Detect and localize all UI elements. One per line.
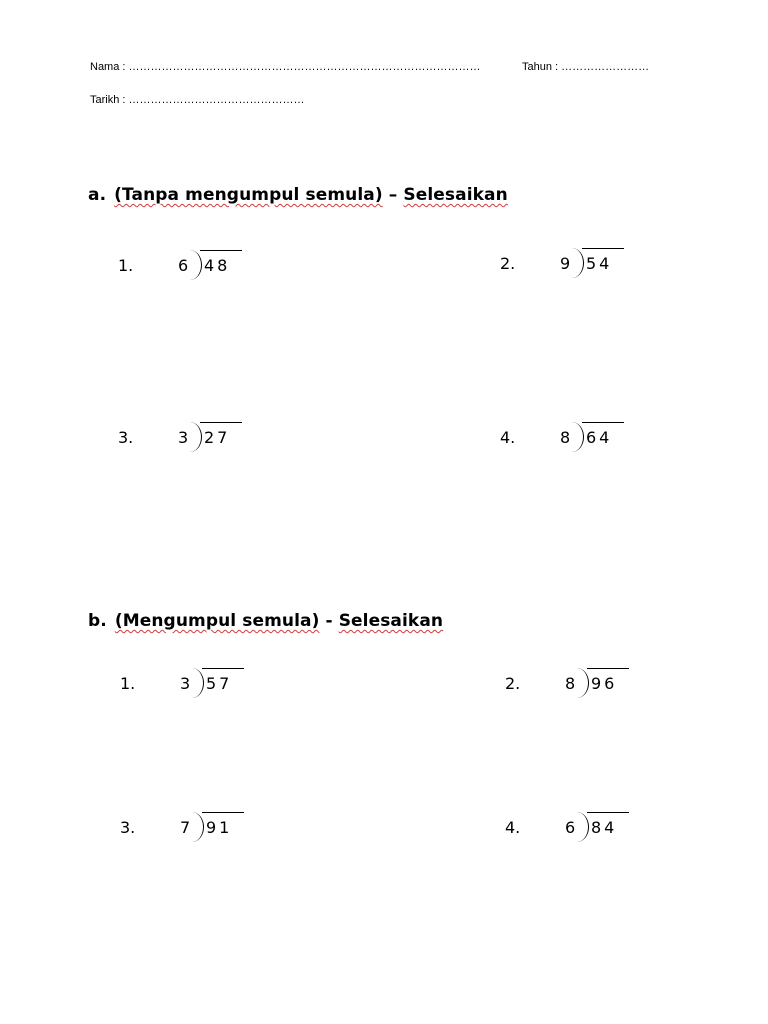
section-b-label: b. <box>88 611 107 631</box>
division-bar <box>202 812 244 813</box>
tahun-field[interactable]: Tahun : …………………… <box>522 61 650 73</box>
question-number: 2. <box>500 254 516 273</box>
divisor: 6 <box>178 256 189 275</box>
question-number: 4. <box>500 428 516 447</box>
dividend: 27 <box>204 428 231 447</box>
section-a-separator: – <box>382 185 404 205</box>
section-a-instruction: Selesaikan <box>403 185 508 205</box>
question-number: 2. <box>505 674 521 693</box>
dividend: 57 <box>206 674 233 693</box>
divisor: 3 <box>178 428 189 447</box>
divisor: 7 <box>180 818 191 837</box>
division-bracket <box>192 812 204 842</box>
section-b-instruction: Selesaikan <box>338 611 444 631</box>
section-b-heading <box>88 611 443 631</box>
divisor: 8 <box>560 428 571 447</box>
division-problem <box>505 668 665 702</box>
division-problem <box>120 668 280 702</box>
division-bar <box>582 422 624 423</box>
dividend: 96 <box>591 674 618 693</box>
question-number: 3. <box>118 428 134 447</box>
divisor: 6 <box>565 818 576 837</box>
question-number: 3. <box>120 818 136 837</box>
division-bar <box>202 668 244 669</box>
question-number: 1. <box>118 256 134 275</box>
division-problem <box>118 422 278 456</box>
section-a-title: (Tanpa mengumpul semula) <box>114 185 383 205</box>
division-bar <box>587 668 629 669</box>
section-a-label: a. <box>88 185 107 205</box>
division-problem <box>500 422 660 456</box>
division-bracket <box>190 250 202 280</box>
section-b-separator: - <box>319 611 339 631</box>
division-bracket <box>577 668 589 698</box>
division-problem <box>118 250 278 284</box>
dividend: 84 <box>591 818 618 837</box>
division-bar <box>200 422 242 423</box>
division-problem <box>500 248 660 282</box>
division-problem <box>120 812 280 846</box>
divisor: 9 <box>560 254 571 273</box>
question-number: 1. <box>120 674 136 693</box>
dividend: 91 <box>206 818 233 837</box>
tarikh-field[interactable]: Tarikh : ………………………………………… <box>90 94 305 106</box>
division-bracket <box>192 668 204 698</box>
division-bracket <box>577 812 589 842</box>
dividend: 54 <box>586 254 613 273</box>
division-problem <box>505 812 665 846</box>
section-a-heading <box>88 185 508 205</box>
division-bracket <box>572 248 584 278</box>
nama-field[interactable]: Nama : …………………………………………………………………………………… <box>90 61 481 73</box>
section-b-title: (Mengumpul semula) <box>114 611 320 631</box>
dividend: 48 <box>204 256 231 275</box>
divisor: 3 <box>180 674 191 693</box>
division-bracket <box>190 422 202 452</box>
question-number: 4. <box>505 818 521 837</box>
divisor: 8 <box>565 674 576 693</box>
dividend: 64 <box>586 428 613 447</box>
division-bar <box>582 248 624 249</box>
division-bracket <box>572 422 584 452</box>
division-bar <box>587 812 629 813</box>
division-bar <box>200 250 242 251</box>
